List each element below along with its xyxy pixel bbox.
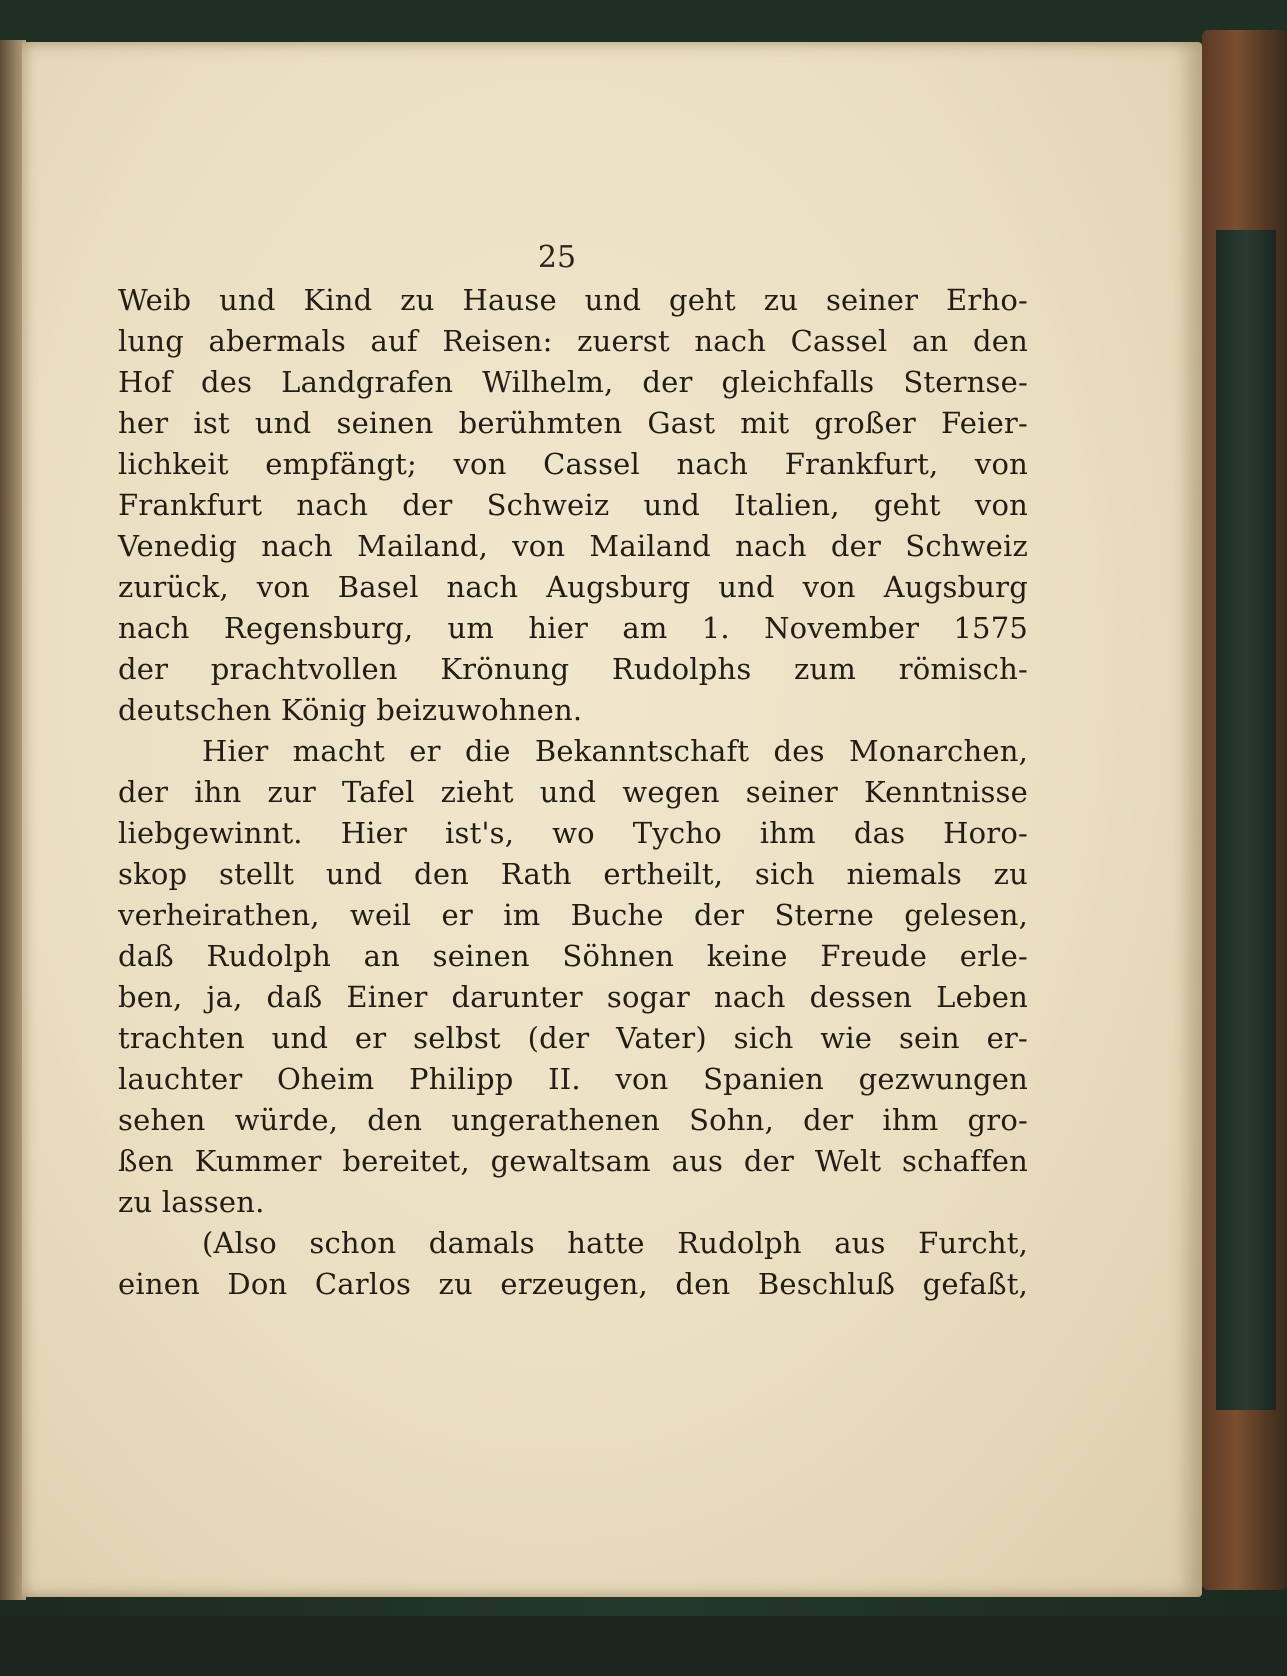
book-cover-right	[1202, 30, 1287, 1590]
book-page	[22, 42, 1202, 1597]
text-line: der ihn zur Tafel zieht und wegen seiner Kenntnisse	[118, 775, 1028, 809]
text-line: verheirathen, weil er im Buche der Sterne gelesen,	[118, 898, 1028, 932]
text-line: daß Rudolph an seinen Söhnen keine Freude erle-	[118, 939, 1028, 973]
text-line: sehen würde, den ungerathenen Sohn, der ihm gro-	[118, 1103, 1028, 1137]
text-line: lung abermals auf Reisen: zuerst nach Cassel an den	[118, 324, 1028, 358]
text-line: liebgewinnt. Hier ist's, wo Tycho ihm das Horo-	[118, 816, 1028, 850]
text-line: Frankfurt nach der Schweiz und Italien, geht von	[118, 488, 1028, 522]
text-line: lichkeit empfängt; von Cassel nach Frankfurt, von	[118, 447, 1028, 481]
text-line: ben, ja, daß Einer darunter sogar nach dessen Leben	[118, 980, 1028, 1014]
text-line: Venedig nach Mailand, von Mailand nach der Schweiz	[118, 529, 1028, 563]
book-spine-leather	[1216, 230, 1276, 1410]
text-line: her ist und seinen berühmten Gast mit großer Feier-	[118, 406, 1028, 440]
book-cover-bottom	[0, 1616, 1287, 1676]
page-number: 25	[537, 240, 577, 275]
text-line: lauchter Oheim Philipp II. von Spanien gezwungen	[118, 1062, 1028, 1096]
text-line: der prachtvollen Krönung Rudolphs zum römisch-	[118, 652, 1028, 686]
text-line-paragraph-start: (Also schon damals hatte Rudolph aus Furcht,	[202, 1226, 1028, 1260]
text-line: Weib und Kind zu Hause und geht zu seiner Erho-	[118, 283, 1028, 317]
text-line: zurück, von Basel nach Augsburg und von Augsburg	[118, 570, 1028, 604]
text-line: ßen Kummer bereitet, gewaltsam aus der Welt schaffen	[118, 1144, 1028, 1178]
text-line-paragraph-end: zu lassen.	[118, 1185, 265, 1219]
text-line-paragraph-start: Hier macht er die Bekanntschaft des Monarchen,	[202, 734, 1028, 768]
text-line-paragraph-end: deutschen König beizuwohnen.	[118, 693, 583, 727]
text-line: trachten und er selbst (der Vater) sich wie sein er-	[118, 1021, 1028, 1055]
body-text	[118, 280, 1028, 1305]
text-line: einen Don Carlos zu erzeugen, den Beschluß gefaßt,	[118, 1267, 1028, 1301]
text-line: Hof des Landgrafen Wilhelm, der gleichfalls Sternse-	[118, 365, 1028, 399]
text-line: nach Regensburg, um hier am 1. November 1575	[118, 611, 1028, 645]
text-line: skop stellt und den Rath ertheilt, sich niemals zu	[118, 857, 1028, 891]
